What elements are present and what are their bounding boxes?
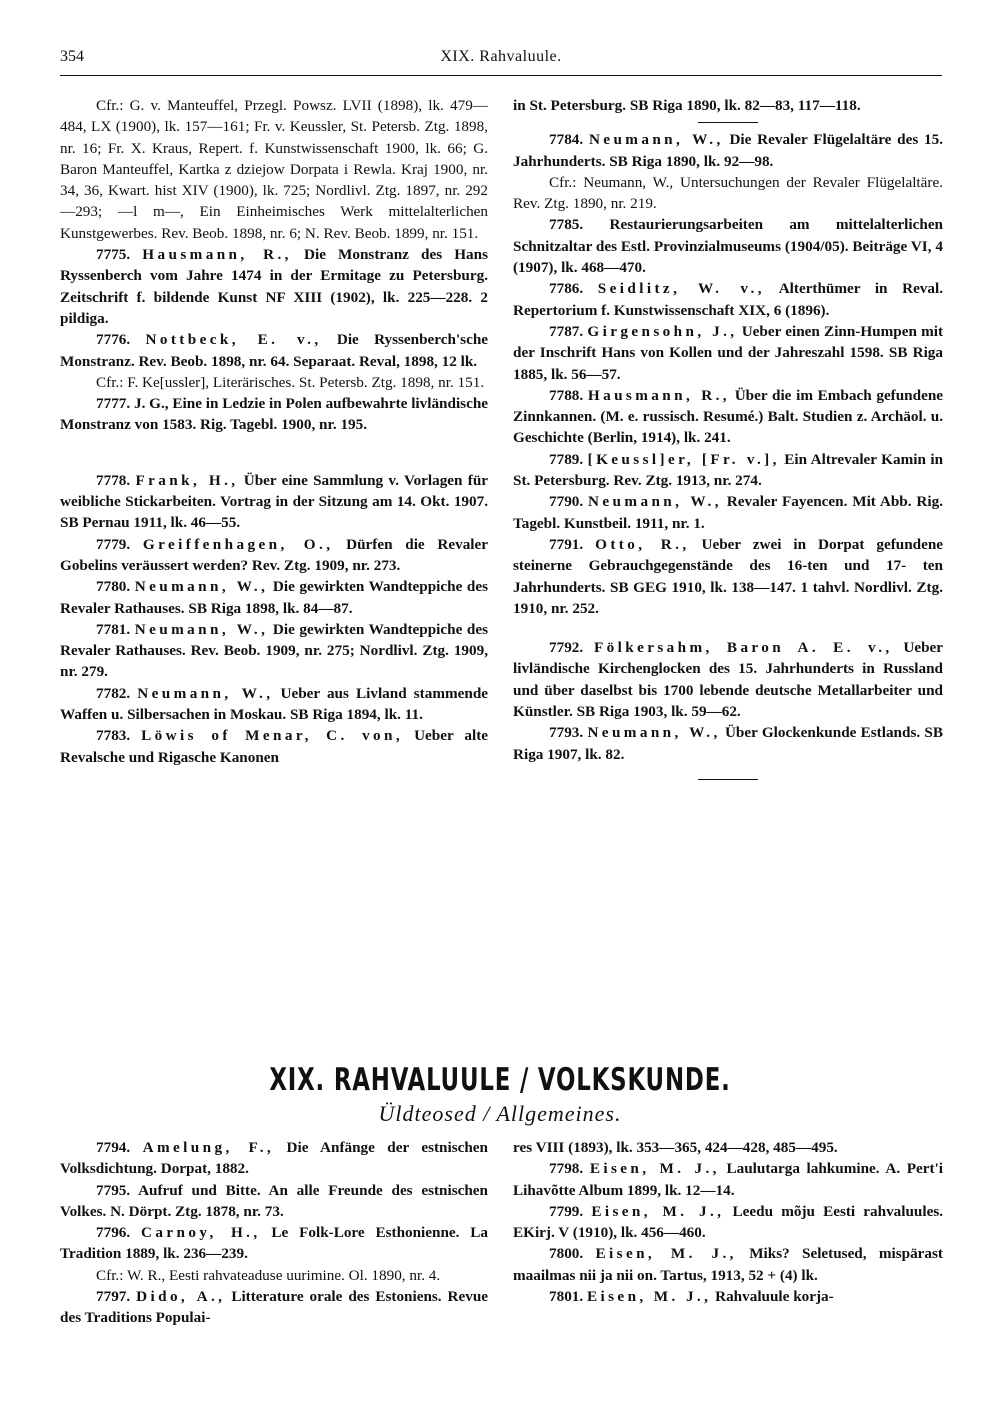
entry-number: 7792.: [549, 639, 584, 657]
entry-text: Über die im Embach gefundene Zinnkannen. (M. e. russisch. Resumé.) Balt. Studien z. Archäol. u. Geschichte (Berlin, 1914), lk. 241.: [513, 386, 944, 447]
entry-author: Nottbeck, E. v.,: [145, 331, 322, 349]
entry-number: 7794.: [96, 1139, 131, 1156]
entry-text: Restaurierungsarbeiten am mittelalterlichen Schnitzaltar des Estl. Provinzialmuseums (1904/05). Beiträge VI, 4 (1907), lk. 468—470.: [513, 216, 944, 277]
entry-number: 7785.: [549, 216, 584, 234]
entry-text: Über eine Sammlung v. Vorlagen für weibliche Stickarbeiten. Vortrag in der Sitzung am 14. Okt. 1907. SB Pernau 1911, lk. 46—55.: [60, 471, 489, 532]
entry-author: J. G.,: [133, 395, 169, 413]
entry-author: Neumann, W.,: [588, 131, 724, 149]
continuation-text: res VIII (1893), lk. 353—365, 424—428, 485—495.: [513, 1139, 838, 1156]
entry-author: Amelung, F.,: [142, 1139, 275, 1156]
page-header: [60, 48, 942, 72]
entry-author: Girgensohn, J.,: [587, 322, 738, 340]
entry-7783: [60, 725, 488, 768]
entry-number: 7800.: [549, 1245, 584, 1263]
entry-number: 7782.: [96, 684, 131, 702]
separator-dash: [698, 779, 758, 780]
entry-7800: [513, 1243, 943, 1286]
entry-7778: [60, 470, 488, 534]
entry-text: Rahvaluule korja-: [715, 1288, 834, 1306]
entry-7776: [60, 329, 488, 372]
entry-author: Löwis of Menar, C. von,: [141, 727, 404, 745]
entry-text: Ein Altrevaler Kamin in St. Petersburg. Rev. Ztg. 1913, nr. 274.: [513, 450, 944, 490]
entry-7799: [513, 1201, 943, 1244]
cfr-note: Cfr.: Neumann, W., Untersuchungen der Revaler Flügelaltäre. Rev. Ztg. 1890, nr. 219.: [513, 173, 943, 213]
entry-author: Frank, H.,: [135, 471, 239, 489]
entry-number: 7788.: [549, 386, 584, 404]
entry-text: Ueber alte Revalsche und Rigasche Kanonen: [60, 727, 489, 766]
spacer: [60, 436, 488, 470]
entry-7780: [60, 576, 488, 619]
entry-7793: [513, 722, 943, 765]
entry-author: [Keussl]er, [Fr. v.],: [587, 450, 780, 468]
entry-number: 7801.: [549, 1288, 584, 1306]
entry-7787: [513, 321, 943, 385]
cfr-note: Cfr.: F. Ke[ussler], Literärisches. St. Petersb. Ztg. 1898, nr. 151.: [96, 373, 485, 391]
entry-author: Eisen, M. J.,: [591, 1202, 725, 1220]
entry-7788: [513, 385, 943, 449]
entry-number: 7779.: [96, 535, 131, 553]
entry-author: Neumann, W.,: [588, 493, 722, 511]
entry-text: Litterature orale des Estoniens. Revue des Traditions Populai-: [60, 1288, 489, 1327]
right-column-bottom: [513, 1137, 943, 1307]
entry-text: Ueber aus Livland stammende Waffen u. Silbersachen in Moskau. SB Riga 1894, lk. 11.: [60, 684, 489, 724]
entry-author: Hausmann, R.,: [142, 246, 292, 264]
entry-7782: [60, 683, 488, 726]
entry-number: 7784.: [549, 131, 584, 149]
entry-author: Neumann, W.,: [137, 684, 274, 702]
cfr-note: Cfr.: W. R., Eesti rahvateaduse uurimine. Ol. 1890, nr. 4.: [96, 1266, 441, 1284]
entry-7781: [60, 619, 488, 683]
section-title: XIX. RAHVALUULE / VOLKSKUNDE.: [269, 1062, 731, 1098]
entry-author: Dido, A.,: [136, 1288, 226, 1306]
entry-text: Aufruf und Bitte. An alle Freunde des estnischen Volkes. N. Dörpt. Ztg. 1878, nr. 73.: [60, 1181, 488, 1220]
entry-number: 7776.: [96, 331, 131, 349]
section-subtitle: Üldteosed / Allgemeines.: [378, 1101, 622, 1126]
entry-number: 7777.: [96, 395, 131, 413]
entry-7795: [60, 1180, 488, 1223]
entry-7786: [513, 278, 943, 321]
entry-text: Dürfen die Revaler Gobelins veräussert werden? Rev. Ztg. 1909, nr. 273.: [60, 535, 489, 574]
header-rule: [60, 75, 942, 76]
entry-number: 7787.: [549, 322, 584, 340]
entry-author: Otto, R.,: [595, 535, 690, 553]
right-column-top: [513, 95, 943, 780]
entry-number: 7798.: [549, 1160, 584, 1178]
entry-author: Greiffenhagen, O.,: [142, 535, 334, 553]
entry-7779: [60, 534, 488, 577]
entry-number: 7790.: [549, 493, 584, 511]
entry-author: Fölkersahm, Baron A. E. v.,: [593, 639, 893, 657]
entry-text: Le Folk-Lore Esthonienne. La Tradition 1889, lk. 236—239.: [60, 1224, 489, 1263]
entry-text: Ueber zwei in Dorpat gefundene steinerne Gebrauchgegenstände des 16-ten und 17- ten Jahrhunderts. SB GEG 1910, lk. 138—147. 1 tahvl. Nordlivl. Ztg. 1910, nr. 252.: [513, 535, 944, 617]
entry-number: 7795.: [96, 1181, 131, 1199]
entry-number: 7799.: [549, 1202, 584, 1220]
entry-7789: [513, 449, 943, 492]
entry-text: Eine in Ledzie in Polen aufbewahrte livländische Monstranz von 1583. Rig. Tagebl. 1900, nr. 195.: [60, 395, 489, 434]
entry-text: Die Anfänge der estnischen Volksdichtung. Dorpat, 1882.: [60, 1139, 488, 1178]
entry-text: Die gewirkten Wandteppiche des Revaler Rathauses. SB Riga 1898, lk. 84—87.: [60, 578, 488, 617]
continuation-text: in St. Petersburg. SB Riga 1890, lk. 82—83, 117—118.: [513, 97, 861, 114]
entry-author: Eisen, M. J.,: [589, 1160, 720, 1178]
entry-number: 7796.: [96, 1224, 131, 1242]
entry-author: Neumann, W.,: [134, 578, 269, 596]
entry-text: Die Monstranz des Hans Ryssenberch vom Jahre 1474 in der Ermitage zu Petersburg. Zeitschrift f. bildende Kunst NF XIII (1902), lk. 225—228. 2 pildiga.: [60, 246, 489, 327]
entry-text: Die Ryssenberch'sche Monstranz. Rev. Beob. 1898, nr. 64. Separaat. Reval, 1898, 12 lk.: [60, 331, 489, 370]
entry-7785: [513, 214, 943, 278]
entry-text: Die Revaler Flügelaltäre des 15. Jahrhunderts. SB Riga 1890, lk. 92—98.: [513, 131, 943, 170]
entry-7794: [60, 1137, 488, 1180]
entry-7792: [513, 637, 943, 722]
entry-text: Ueber livländische Kirchenglocken des 15. Jahrhunderts in Russland und über daselbst bis 1700 lebende deutsche Metallarbeiter und Künstler. SB Riga 1903, lk. 59—62.: [513, 639, 944, 721]
entry-7797: [60, 1286, 488, 1329]
entry-number: 7775.: [96, 246, 131, 264]
left-column-top: [60, 95, 488, 768]
entry-author: Hausmann, R.,: [587, 386, 731, 404]
entry-7796: [60, 1222, 488, 1265]
left-column-bottom: [60, 1137, 488, 1329]
entry-7791: [513, 534, 943, 619]
page-number: 354: [60, 48, 84, 65]
entry-number: 7780.: [96, 578, 131, 596]
entry-number: 7791.: [549, 535, 584, 553]
entry-author: Eisen, M. J.,: [595, 1245, 737, 1263]
entry-text: Die gewirkten Wandteppiche des Revaler Rathauses. Rev. Beob. 1909, nr. 275; Nordlivl. Ztg. 1909, nr. 279.: [60, 620, 488, 681]
entry-text: Leedu mõju Eesti rahvaluules. EKirj. V (1910), lk. 456—460.: [513, 1202, 944, 1242]
entry-7784: [513, 129, 943, 172]
entry-7775: [60, 244, 488, 329]
entry-author: Carnoy, H.,: [141, 1224, 261, 1242]
entry-number: 7786.: [549, 280, 584, 298]
entry-7777: [60, 393, 488, 436]
entry-author: Seidlitz, W. v.,: [597, 280, 765, 298]
entry-7798: [513, 1158, 943, 1201]
spacer: [513, 619, 943, 637]
entry-number: 7789.: [549, 450, 584, 468]
entry-number: 7783.: [96, 727, 131, 745]
entry-number: 7797.: [96, 1288, 131, 1306]
running-title: XIX. Rahvaluule.: [440, 48, 562, 65]
entry-text: Alterthümer in Reval. Repertorium f. Kunstwissenschaft XIX, 6 (1896).: [513, 280, 944, 319]
cfr-note: Cfr.: G. v. Manteuffel, Przegl. Powsz. LVII (1898), lk. 479—484, LX (1900), lk. 157—161; Fr. v. Keussler, St. Petersb. Ztg. 1898, nr. 16; Fr. X. Kraus, Repert. f. Kunstwissenschaft 1900, lk. 66; G. Baron Manteuffel, Kartka z dziejow Dorpata i Rewla. Kraj 1900, nr. 34, 36, Kwart. hist XIV (1900), lk. 725; Nordlivl. Ztg. 1897, nr. 292—293; —l m—, Ein Einheimisches Werk mittelalterlichen Kunstgewerbes. Rev. Beob. 1898, nr. 6; N. Rev. Beob. 1899, nr. 151.: [60, 97, 488, 242]
entry-text: Miks? Seletused, mispärast maailmas nii ja nii on. Tartus, 1913, 52 + (4) lk.: [513, 1245, 943, 1284]
entry-text: Laulutarga lahkumine. A. Pert'i Lihavõtte Album 1899, lk. 12—14.: [513, 1160, 944, 1199]
entry-7790: [513, 491, 943, 534]
entry-7801: [513, 1286, 943, 1307]
entry-author: Eisen, M. J.,: [586, 1288, 712, 1306]
entry-author: Neumann, W.,: [587, 724, 721, 742]
entry-number: 7793.: [549, 724, 584, 742]
entry-text: Über Glockenkunde Estlands. SB Riga 1907, lk. 82.: [513, 724, 943, 763]
entry-number: 7781.: [96, 620, 131, 638]
entry-text: Revaler Fayencen. Mit Abb. Rig. Tagebl. Kunstbeil. 1911, nr. 1.: [513, 493, 943, 532]
entry-number: 7778.: [96, 471, 131, 489]
entry-author: Neumann, W.,: [134, 620, 269, 638]
separator-dash: [698, 122, 758, 123]
entry-text: Ueber einen Zinn-Humpen mit der Inschrift Hans von Kollen und der Jahreszahl 1598. SB Riga 1885, lk. 56—57.: [513, 322, 944, 383]
